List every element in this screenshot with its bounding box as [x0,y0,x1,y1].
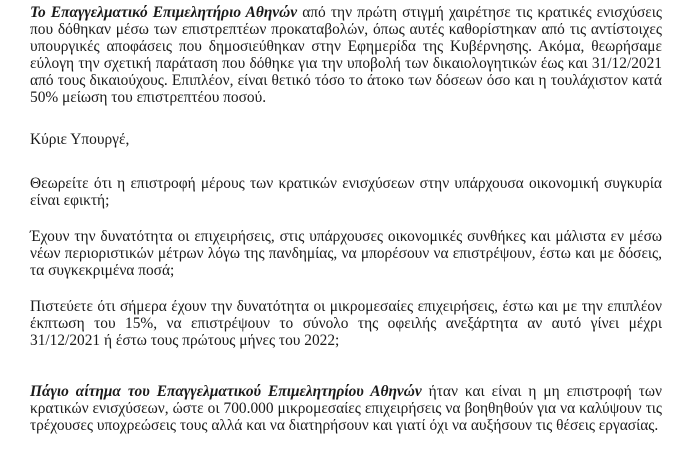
chamber-name-lead: Το Επαγγελματικό Επιμελητήριο Αθηνών [30,4,298,21]
standing-demand-lead: Πάγιο αίτημα του Επαγγελματικού Επιμελητηρίου Αθηνών [30,383,422,400]
question-2: Έχουν την δυνατότητα οι επιχειρήσεις, στις υπάρχουσες οικονομικές συνθήκες και μάλιστα εν μέσω νέων περιοριστικών μέτρων λόγω της πανδημίας, να μπορέσουν να επιστρέψουν, έστω και με δόσεις, τα συγκεκριμένα ποσά; [30,228,662,279]
question-3: Πιστεύετε ότι σήμερα έχουν την δυνατότητα οι μικρομεσαίες επιχειρήσεις, έστω και με την επιπλέον έκπτωση του 15%, να επιστρέψουν το σύνολο της οφειλής ανεξάρτητα αν αυτό γίνει μέχρι 31/12/2021 ή έστω τους πρώτους μήνες του 2022; [30,298,662,349]
intro-paragraph [30,4,662,106]
closing-paragraph [30,383,662,434]
question-1: Θεωρείτε ότι η επιστροφή μέρους των κρατικών ενισχύσεων στην υπάρχουσα οικονομική συγκυρία είναι εφικτή; [30,175,662,209]
salutation: Κύριε Υπουργέ, [30,131,130,148]
intro-paragraph-text: από την πρώτη στιγμή χαιρέτησε τις κρατικές ενισχύσεις που δόθηκαν μέσω των επιστρεπτέων προκαταβολών, όπως αυτές καθορίστηκαν από τις αντίστοιχες υπουργικές αποφάσεις που δημοσιεύθηκαν στην Εφημερίδα της Κυβέρνησης. Ακόμα, θεωρήσαμε εύλογη την σχετική παράταση που δόθηκε για την υποβολή των δικαιολογητικών έως και 31/12/2021 από τους δικαιούχους. Επιπλέον, είναι θετικό τόσο το άτοκο των δόσεων όσο και η τουλάχιστον κατά 50% μείωση του επιστρεπτέου ποσού. [30,4,662,106]
closing-paragraph-text: ήταν και είναι η μη επιστροφή των κρατικών ενισχύσεων, ώστε οι 700.000 μικρομεσαίες επιχειρήσεις να βοηθηθούν για να καλύψουν τις τρέχουσες υποχρεώσεις τους αλλά και να διατηρήσουν και γιατί όχι να αυξήσουν τις θέσεις εργασίας. [30,383,662,434]
